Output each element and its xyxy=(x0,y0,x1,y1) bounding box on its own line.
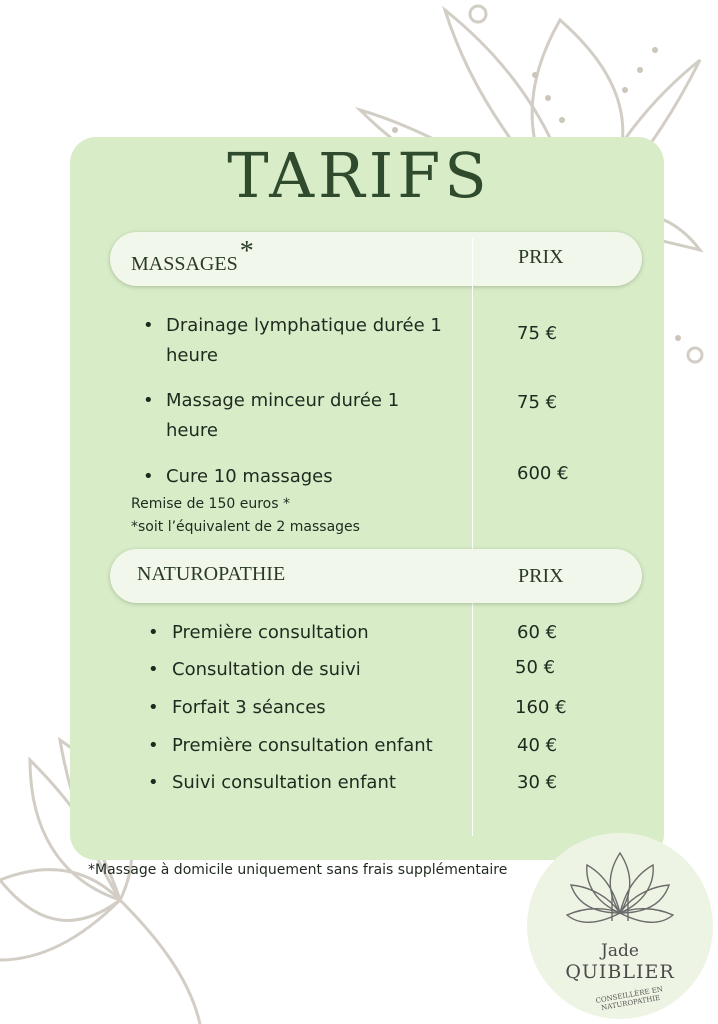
logo xyxy=(527,833,713,1019)
massages-header-pill xyxy=(110,232,642,286)
item-price: 75 € xyxy=(517,323,558,344)
list-item: Suivi consultation enfant xyxy=(172,772,396,793)
bullet: • xyxy=(148,735,159,756)
bullet: • xyxy=(148,659,159,680)
logo-subtitle: CONSEILLÈRE EN NATUROPATHIE xyxy=(595,985,664,1013)
item-price: 160 € xyxy=(515,697,567,718)
list-item: Première consultation enfant xyxy=(172,735,433,756)
bullet: • xyxy=(143,390,154,411)
logo-first-name: Jade xyxy=(601,941,639,961)
column-divider xyxy=(472,238,473,836)
item-price: 60 € xyxy=(517,622,558,643)
naturopathie-header-pill xyxy=(110,549,642,603)
item-price: 40 € xyxy=(517,735,558,756)
naturopathie-price-header: PRIX xyxy=(518,565,564,587)
bullet: • xyxy=(143,315,154,336)
list-item: Première consultation xyxy=(172,622,369,643)
item-price: 30 € xyxy=(517,772,558,793)
item-price: 600 € xyxy=(517,463,569,484)
list-item: Cure 10 massages xyxy=(166,466,333,487)
massages-price-header: PRIX xyxy=(518,246,564,268)
bullet: • xyxy=(148,772,159,793)
asterisk: * xyxy=(239,236,254,267)
massages-header: MASSAGES* xyxy=(131,236,254,275)
bullet: • xyxy=(148,697,159,718)
footnote: *Massage à domicile uniquement sans frais supplémentaire xyxy=(88,862,508,878)
list-item: Forfait 3 séances xyxy=(172,697,326,718)
naturopathie-header: NATUROPATHIE xyxy=(137,563,286,585)
item-price: 75 € xyxy=(517,392,558,413)
list-item: Massage minceur durée 1 heure xyxy=(166,390,400,441)
page-title: TARIFS xyxy=(227,139,491,212)
equivalence-note: *soit l’équivalent de 2 massages xyxy=(131,519,360,535)
bullet: • xyxy=(148,622,159,643)
item-price: 50 € xyxy=(515,657,556,678)
list-item: Drainage lymphatique durée 1 heure xyxy=(166,315,442,366)
bullet: • xyxy=(143,466,154,487)
discount-note: Remise de 150 euros * xyxy=(131,496,290,512)
list-item: Consultation de suivi xyxy=(172,659,361,680)
logo-last-name: QUIBLIER xyxy=(565,961,675,983)
